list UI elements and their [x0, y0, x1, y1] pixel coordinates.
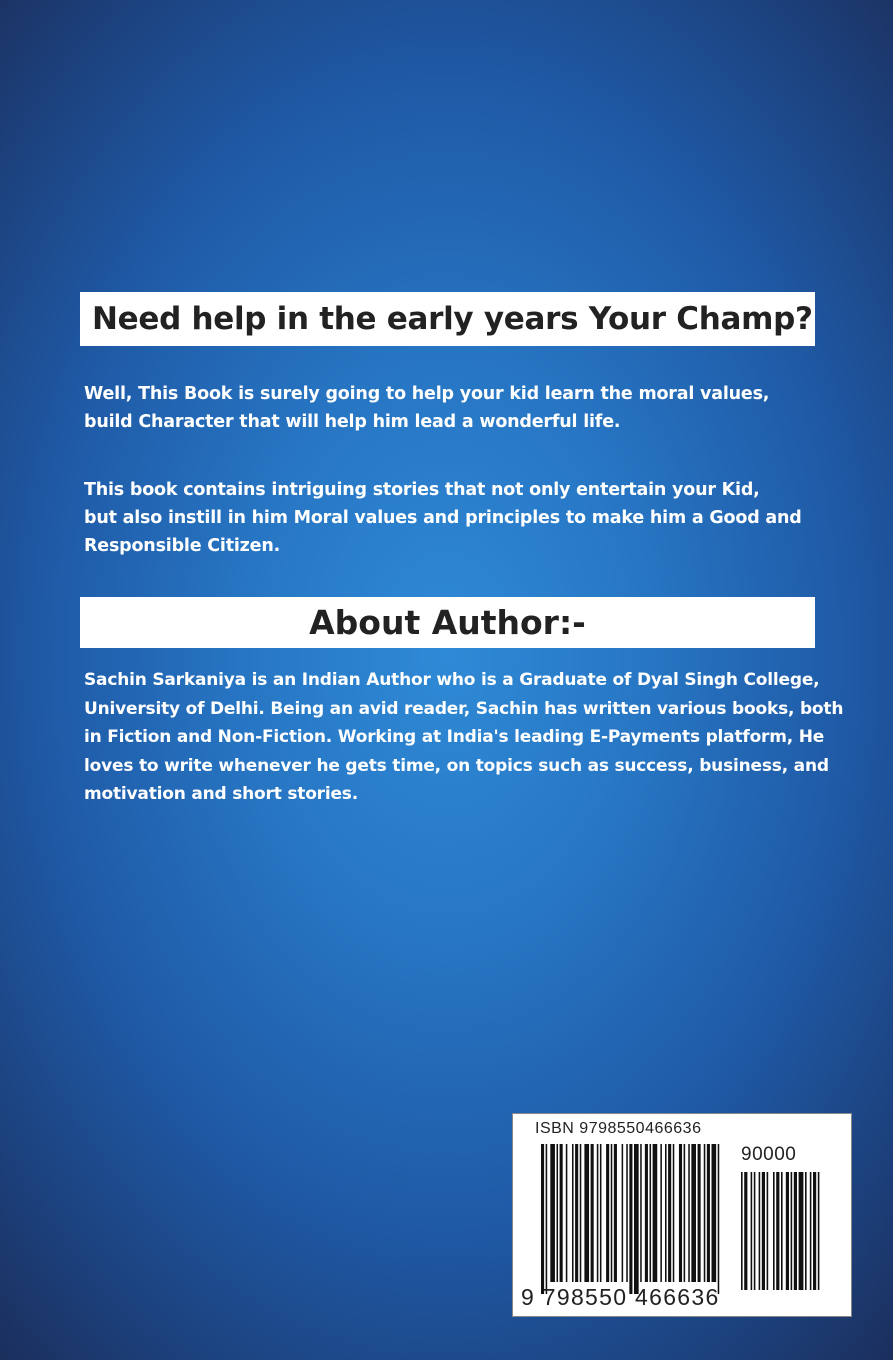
barcode-bar [668, 1144, 671, 1282]
barcode-bar [611, 1144, 613, 1282]
about-author-heading: About Author:- [309, 603, 586, 642]
about-line: Sachin Sarkaniya is an Indian Author who is a Graduate of Dyal Singh College, [84, 670, 820, 690]
intro-line: Well, This Book is surely going to help your kid learn the moral values, [84, 384, 770, 404]
barcode-bar [684, 1144, 686, 1282]
barcode-bar [541, 1144, 544, 1294]
addon-bar [805, 1172, 807, 1290]
price-code: 90000 [741, 1144, 797, 1165]
addon-bar [791, 1172, 793, 1290]
addon-bar [754, 1172, 756, 1290]
about-line: University of Delhi. Being an avid reader, Sachin has written various books, both [84, 698, 844, 719]
barcode-bar [645, 1144, 648, 1282]
barcode-bar [626, 1144, 628, 1282]
barcode-bar [580, 1144, 582, 1282]
headline-banner [80, 292, 815, 346]
about-line: loves to write whenever he gets time, on topics such as success, business, and [84, 755, 829, 776]
barcode-bar [575, 1144, 578, 1282]
barcode-bar [634, 1144, 639, 1294]
contents-line: but also instill in him Moral values and principles to make him a Good and [84, 508, 802, 528]
barcode-bar [679, 1144, 682, 1282]
addon-bar [781, 1172, 783, 1290]
addon-bar [818, 1172, 820, 1290]
barcode-bar [597, 1144, 599, 1282]
about-author-paragraph [84, 666, 844, 809]
isbn-digits: 9 798550 466636 [521, 1284, 720, 1310]
headline: Need help in the early years Your Champ? [92, 301, 813, 337]
barcode-bar [550, 1144, 555, 1282]
barcode-bar [704, 1144, 706, 1282]
about-line: in Fiction and Non-Fiction. Working at India's leading E-Payments platform, He [84, 727, 825, 747]
barcode-bar [614, 1144, 617, 1282]
barcode-bar [673, 1144, 675, 1282]
barcode-bar [698, 1144, 701, 1282]
addon-bar [751, 1172, 753, 1290]
barcode-bar [629, 1144, 632, 1294]
about-author-banner [80, 597, 815, 648]
barcode-bar [600, 1144, 602, 1282]
barcode-bar [691, 1144, 696, 1282]
contents-line: Responsible Citizen. [84, 536, 281, 556]
addon-bar [759, 1172, 761, 1290]
barcode-bar [584, 1144, 589, 1282]
barcode-bar [622, 1144, 624, 1282]
barcode-bar [650, 1144, 652, 1282]
contents-line: This book contains intriguing stories that not only entertain your Kid, [84, 480, 760, 500]
addon-bar [762, 1172, 765, 1290]
addon-bar [813, 1172, 816, 1290]
barcode-bar [640, 1144, 642, 1282]
barcode-bar [566, 1144, 568, 1282]
barcode-bar [660, 1144, 662, 1282]
barcode-bar [653, 1144, 658, 1282]
intro-line: build Character that will help him lead a wonderful life. [84, 412, 621, 432]
addon-bar [767, 1172, 769, 1290]
isbn-barcode [512, 1113, 852, 1317]
barcode-bar [546, 1144, 548, 1294]
barcode-bar [665, 1144, 667, 1282]
barcode-bar [707, 1144, 710, 1282]
barcode-bar [557, 1144, 559, 1282]
barcode-bar [712, 1144, 717, 1282]
barcode-bar [688, 1144, 690, 1282]
addon-bar [741, 1172, 743, 1290]
intro-paragraph [84, 380, 824, 436]
addon-bar [773, 1172, 775, 1290]
addon-bar [786, 1172, 789, 1290]
addon-bar [799, 1172, 804, 1290]
about-line: motivation and short stories. [84, 784, 358, 804]
addon-bar [744, 1172, 747, 1290]
addon-bar [794, 1172, 797, 1290]
isbn-label: ISBN 9798550466636 [535, 1120, 702, 1137]
barcode-bar [718, 1144, 720, 1294]
addon-bar [776, 1172, 779, 1290]
barcode-bar [560, 1144, 563, 1282]
barcode-bar [572, 1144, 574, 1282]
addon-bar [810, 1172, 812, 1290]
barcode-bar [591, 1144, 594, 1282]
contents-paragraph [84, 476, 824, 560]
barcode-bar [606, 1144, 609, 1282]
